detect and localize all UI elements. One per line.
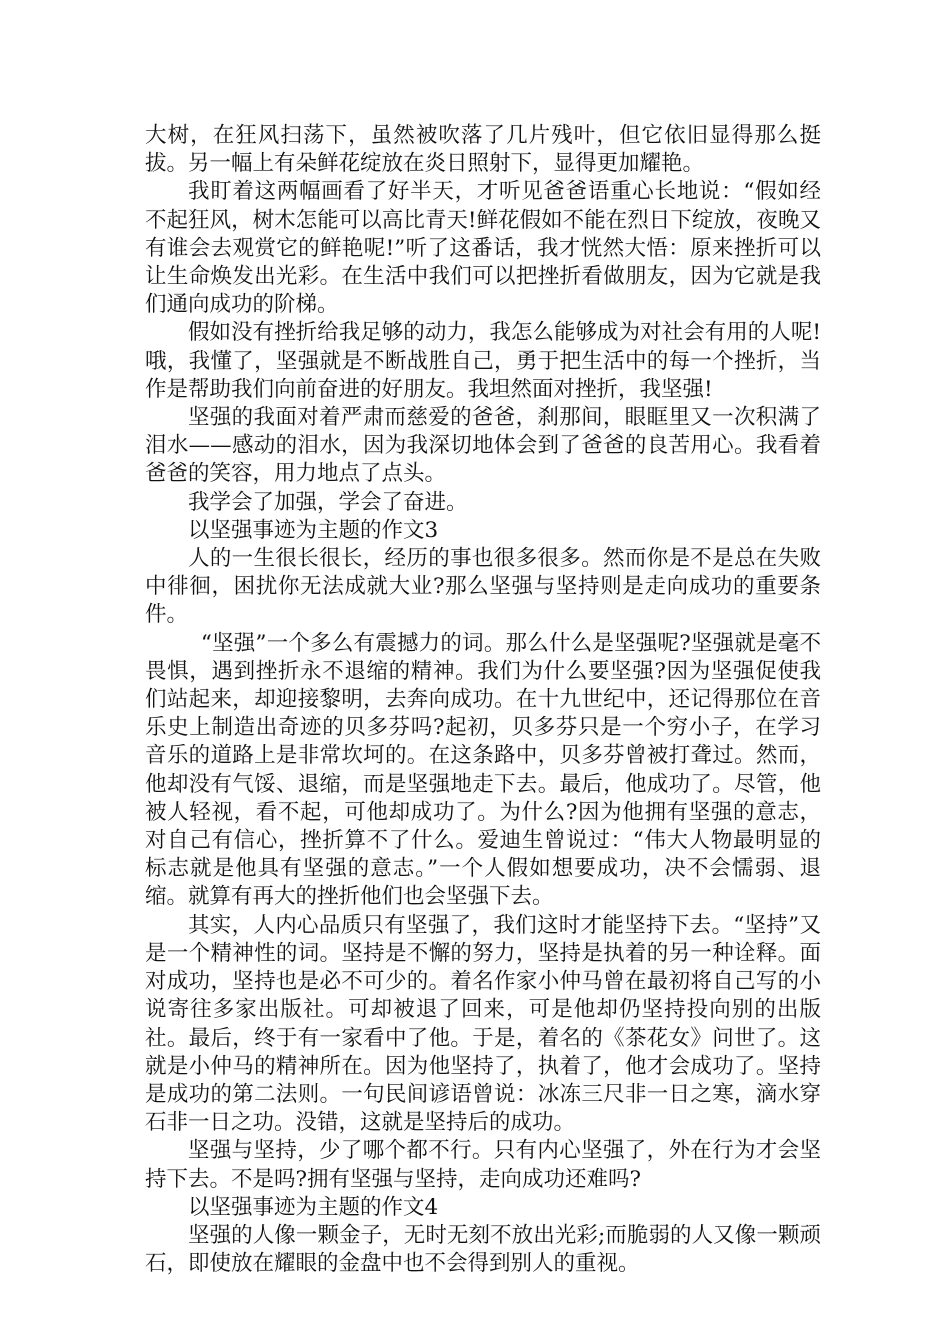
- document-body: [145, 122, 821, 1278]
- paragraph: 坚强的我面对着严肃而慈爱的爸爸，刹那间，眼眶里又一次积满了泪水——感动的泪水，因为我深切地体会到了爸爸的良苦用心。我看着爸爸的笑容，用力地点了点头。: [145, 405, 821, 487]
- section-heading-4: 以坚强事迹为主题的作文4: [188, 1194, 439, 1220]
- paragraph: 我盯着这两幅画看了好半天，才听见爸爸语重心长地说：“假如经不起狂风，树木怎能可以高比青天!鲜花假如不能在烈日下绽放，夜晚又有谁会去观赏它的鲜艳呢!”听了这番话，我才恍然大悟：原来挫折可以让生命焕发出光彩。在生活中我们可以把挫折看做朋友，因为它就是我们通向成功的阶梯。: [145, 179, 821, 318]
- paragraph: 坚强的人像一颗金子，无时无刻不放出光彩;而脆弱的人又像一颗顽石，即使放在耀眼的金盘中也不会得到别人的重视。: [145, 1222, 821, 1277]
- paragraph: 我学会了加强，学会了奋进。: [188, 489, 468, 515]
- paragraph: 假如没有挫折给我足够的动力，我怎么能够成为对社会有用的人呢!哦，我懂了，坚强就是不断战胜自己，勇于把生活中的每一个挫折，当作是帮助我们向前奋进的好朋友。我坦然面对挫折，我坚强!: [145, 320, 821, 402]
- paragraph: 坚强与坚持，少了哪个都不行。只有内心坚强了，外在行为才会坚持下去。不是吗?拥有坚强与坚持，走向成功还难吗?: [145, 1138, 821, 1192]
- paragraph-continued: 大树，在狂风扫荡下，虽然被吹落了几片残叶，但它依旧显得那么挺拔。另一幅上有朵鲜花绽放在炎日照射下，显得更加耀艳。: [145, 123, 821, 177]
- paragraph: 其实，人内心品质只有坚强了，我们这时才能坚持下去。“坚持”又是一个精神性的词。坚持是不懈的努力，坚持是执着的另一种诠释。面对成功，坚持也是必不可少的。着名作家小仲马曾在最初将自己写的小说寄往多家出版社。可却被退了回来，可是他却仍坚持投向别的出版社。最后，终于有一家看中了他。于是，着名的《茶花女》问世了。这就是小仲马的精神所在。因为他坚持了，执着了，他才会成功了。坚持是成功的第二法则。一句民间谚语曾说：冰冻三尺非一日之寒，滴水穿石非一日之功。没错，这就是坚持后的成功。: [145, 912, 821, 1136]
- section-heading-3: 以坚强事迹为主题的作文3: [188, 517, 439, 543]
- paragraph: “坚强”一个多么有震撼力的词。那么什么是坚强呢?坚强就是毫不畏惧，遇到挫折永不退缩的精神。我们为什么要坚强?因为坚强促使我们站起来，却迎接黎明，去奔向成功。在十九世纪中，还记得那位在音乐史上制造出奇迹的贝多芬吗?起初，贝多芬只是一个穷小子，在学习音乐的道路上是非常坎坷的。在这条路中，贝多芬曾被打聋过。然而，他却没有气馁、退缩，而是坚强地走下去。最后，他成功了。尽管，他被人轻视，看不起，可他却成功了。为什么?因为他拥有坚强的意志，对自己有信心，挫折算不了什么。爱迪生曾说过：“伟大人物最明显的标志就是他具有坚强的意志。”一个人假如想要成功，决不会懦弱、退缩。就算有再大的挫折他们也会坚强下去。: [145, 630, 821, 910]
- paragraph: 人的一生很长很长，经历的事也很多很多。然而你是不是总在失败中徘徊，困扰你无法成就大业?那么坚强与坚持则是走向成功的重要条件。: [145, 546, 821, 628]
